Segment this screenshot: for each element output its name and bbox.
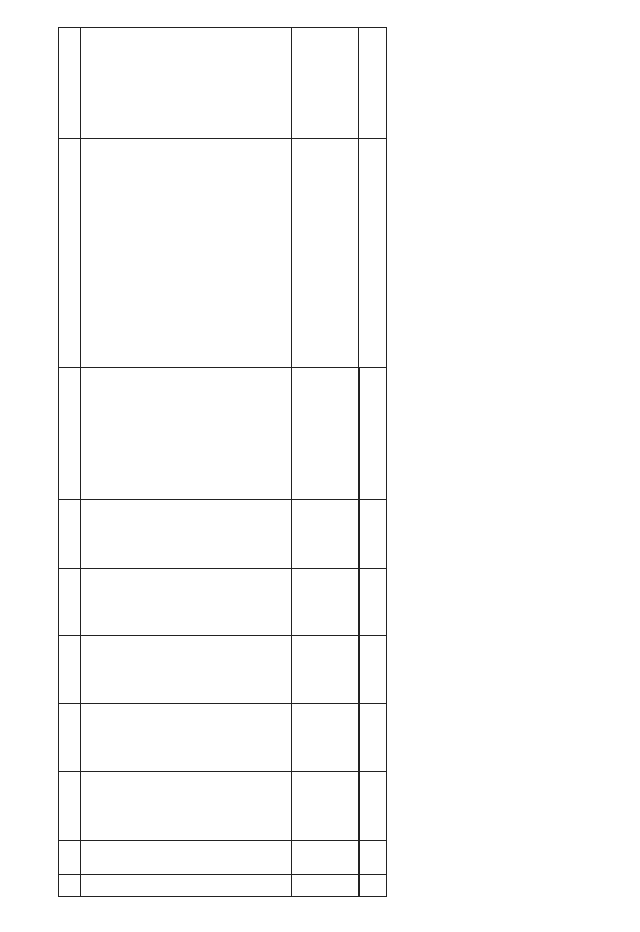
table-content bbox=[58, 27, 387, 897]
